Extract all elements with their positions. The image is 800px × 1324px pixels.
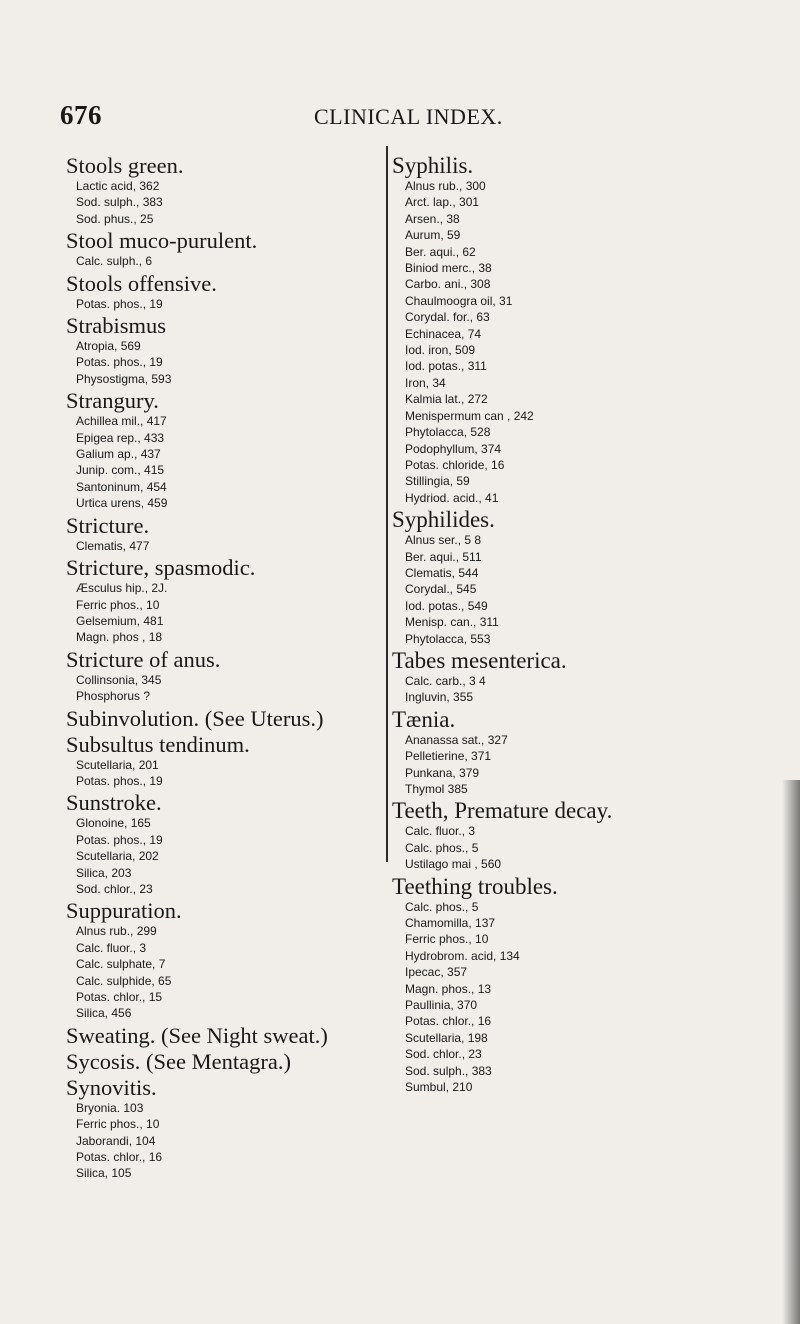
remedy-reference: Collinsonia, 345 [76,672,162,687]
remedy-reference: Clematis, 477 [76,538,150,553]
remedy-reference: Potas. phos., 19 [76,296,163,311]
remedy-reference: Biniod merc., 38 [405,261,492,276]
remedy-reference: Sod. sulph., 383 [405,1063,492,1078]
index-entry [66,1024,396,1048]
remedy-reference: Calc. fluor., 3 [405,824,476,839]
left-index-column [66,152,396,1182]
remedy-reference: Silica, 203 [76,865,132,880]
index-entry [392,508,792,647]
entry-heading: Strabismus [66,313,167,339]
index-entry [66,229,396,269]
index-entry [66,1076,396,1182]
remedy-reference: Aurum, 59 [405,228,461,243]
remedy-reference: Potas. chlor., 15 [76,990,163,1004]
entry-heading: Synovitis. [66,1074,157,1100]
remedy-reference: Junip. com., 415 [76,463,165,478]
remedy-reference: Silica, 105 [76,1166,132,1181]
entry-heading: Suppuration. [66,898,182,924]
remedy-reference: Phytolacca, 553 [405,631,491,646]
remedy-reference: Carbo. ani., 308 [405,277,491,292]
remedy-reference: Ipecac, 357 [405,965,468,980]
index-entry [66,791,396,897]
remedy-reference: Galium ap., 437 [76,447,161,462]
running-title: CLINICAL INDEX. [314,104,503,129]
remedy-reference: Clematis, 544 [405,565,479,580]
index-entry [66,314,396,387]
remedy-reference: Pelletierine, 371 [405,749,492,764]
entry-heading: Stricture of anus. [66,646,221,672]
entry-heading: Tænia. [392,706,456,732]
column-divider [386,146,388,862]
remedy-reference: Punkana, 379 [405,765,480,780]
remedy-reference: Scutellaria, 202 [76,849,159,864]
page-number: 676 [60,100,102,130]
page-edge-shadow [782,780,800,1324]
remedy-reference: Ferric phos., 10 [405,932,489,947]
remedy-reference: Ferric phos., 10 [76,597,160,612]
remedy-reference: Iod. iron, 509 [405,343,476,358]
remedy-reference: Ustilago mai , 560 [405,857,502,872]
remedy-reference: Epigea rep., 433 [76,430,165,445]
remedy-reference: Hydrobrom. acid, 134 [405,948,520,963]
remedy-reference: Ber. aqui., 62 [405,244,476,259]
remedy-reference: Sod. phus., 25 [76,211,154,226]
remedy-reference: Iod. potas., 311 [405,359,487,374]
remedy-reference: Calc. phos., 5 [405,840,479,855]
index-entry [66,707,396,731]
remedy-reference: Jaborandi, 104 [76,1133,156,1148]
remedy-reference: Ananassa sat., 327 [405,732,508,747]
remedy-reference: Magn. phos., 13 [405,981,492,996]
remedy-reference: Calc. carb., 3 4 [405,673,486,688]
remedy-reference: Ber. aqui., 511 [405,549,482,564]
entry-heading: Sunstroke. [66,790,162,816]
entry-heading: Sycosis. (See Mentagra.) [66,1048,291,1074]
entry-heading: Tabes mesenterica. [392,647,567,673]
index-entry [66,389,396,511]
entry-heading: Stool muco-purulent. [66,228,258,254]
remedy-reference: Achillea mil., 417 [76,414,167,429]
remedy-reference: Iron, 34 [405,375,446,390]
remedy-reference: Scutellaria, 201 [76,757,159,772]
entry-heading: Teething troubles. [392,873,558,899]
index-entry [392,649,792,706]
index-entry [66,899,396,1021]
remedy-reference: Physostigma, 593 [76,371,172,386]
remedy-reference: Lactic acid, 362 [76,179,160,193]
index-entry [392,799,792,872]
remedy-reference: Ferric phos., 10 [76,1117,160,1132]
index-entry [66,1050,396,1074]
remedy-reference: Corydal., 545 [405,582,477,597]
remedy-reference: Thymol 385 [405,782,468,796]
remedy-reference: Gelsemium, 481 [76,613,164,628]
remedy-reference: Chamomilla, 137 [405,916,496,931]
remedy-reference: Scutellaria, 198 [405,1030,488,1045]
remedy-reference: Arsen., 38 [405,211,460,226]
entry-heading: Strangury. [66,388,159,414]
remedy-reference: Arct. lap., 301 [405,195,480,210]
remedy-reference: Stillingia, 59 [405,474,470,489]
index-entry [66,648,396,705]
index-entry [66,154,396,227]
remedy-reference: Podophyllum, 374 [405,441,502,456]
entry-heading: Stricture. [66,512,150,538]
remedy-reference: Sod. chlor., 23 [76,881,153,896]
remedy-reference: Magn. phos , 18 [76,630,163,645]
remedy-reference: Sod. sulph., 383 [76,195,163,210]
remedy-reference: Ingluvin, 355 [405,690,474,705]
remedy-reference: Potas. chlor., 16 [405,1014,492,1029]
remedy-reference: Urtica urens, 459 [76,496,168,511]
remedy-reference: Bryonia. 103 [76,1100,144,1115]
remedy-reference: Hydriod. acid., 41 [405,490,499,505]
remedy-reference: Calc. sulphide, 65 [76,973,172,988]
remedy-reference: Phosphorus ? [76,689,151,704]
entry-heading: Syphilis. [392,153,474,178]
index-entry [66,733,396,790]
remedy-reference: Menispermum can , 242 [405,408,534,423]
entry-heading: Stricture, spasmodic. [66,555,256,581]
remedy-reference: Potas. chlor., 16 [76,1150,163,1165]
remedy-reference: Santoninum, 454 [76,479,167,494]
remedy-reference: Sumbul, 210 [405,1080,473,1095]
remedy-reference: Æsculus hip., 2J. [76,581,168,596]
entry-heading: Stools green. [66,153,184,178]
remedy-reference: Alnus rub., 299 [76,924,157,939]
remedy-reference: Calc. sulph., 6 [76,254,153,269]
entry-heading: Subsultus tendinum. [66,731,250,757]
remedy-reference: Alnus ser., 5 8 [405,533,482,548]
remedy-reference: Corydal. for., 63 [405,310,490,325]
index-entry [66,556,396,646]
index-entry [66,514,396,554]
index-entry [66,272,396,312]
remedy-reference: Menisp. can., 311 [405,615,499,630]
entry-heading: Sweating. (See Night sweat.) [66,1022,328,1048]
entry-heading: Stools offensive. [66,270,217,296]
remedy-reference: Kalmia lat., 272 [405,392,488,407]
remedy-reference: Chaulmoogra oil, 31 [405,293,513,308]
remedy-reference: Calc. fluor., 3 [76,940,147,955]
remedy-reference: Paullinia, 370 [405,998,478,1013]
remedy-reference: Atropia, 569 [76,339,141,354]
page-header [0,100,800,140]
remedy-reference: Potas. phos., 19 [76,355,163,370]
index-entry [392,875,792,1096]
remedy-reference: Potas. phos., 19 [76,832,163,847]
remedy-reference: Alnus rub., 300 [405,179,486,193]
index-entry [392,154,792,506]
remedy-reference: Potas. phos., 19 [76,773,163,788]
remedy-reference: Silica, 456 [76,1006,132,1021]
right-index-column [392,152,792,1096]
remedy-reference: Echinacea, 74 [405,326,482,341]
remedy-reference: Sod. chlor., 23 [405,1047,482,1062]
remedy-reference: Glonoine, 165 [76,816,151,831]
entry-heading: Syphilides. [392,507,495,533]
remedy-reference: Calc. phos., 5 [405,899,479,914]
remedy-reference: Phytolacca, 528 [405,425,491,440]
remedy-reference: Calc. sulphate, 7 [76,957,166,972]
remedy-reference: Potas. chloride, 16 [405,457,505,472]
entry-heading: Teeth, Premature decay. [392,798,613,824]
index-entry [392,708,792,798]
entry-heading: Subinvolution. (See Uterus.) [66,705,324,731]
remedy-reference: Iod. potas., 549 [405,598,488,613]
